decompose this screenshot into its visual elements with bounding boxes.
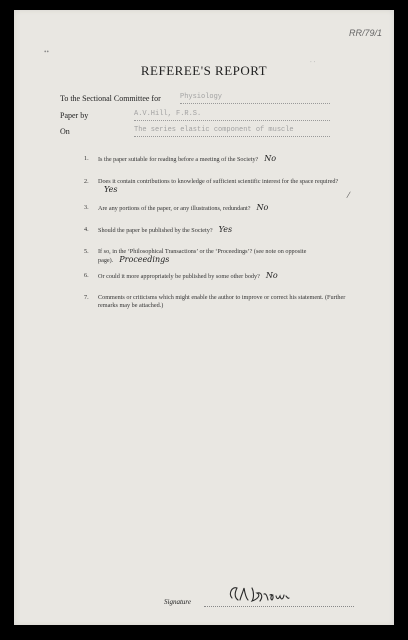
faint-mark: ∙ ∙ <box>310 58 316 66</box>
question-text: Or could it more appropriately be published by some other body? <box>98 273 260 280</box>
question-number: 2. <box>84 178 89 185</box>
answer-handwritten: No <box>256 203 269 212</box>
on-label: On <box>60 127 70 136</box>
question-7 <box>84 294 346 310</box>
question-1 <box>84 155 346 164</box>
on-value: The series elastic component of muscle <box>134 126 330 137</box>
answer-handwritten: No <box>264 154 277 163</box>
question-3 <box>84 204 346 213</box>
answer-handwritten: Yes <box>104 185 118 194</box>
question-text: If so, in the ‘Philosophical Transactions’ or the ‘Proceedings’? (see note on opposite page). <box>98 248 307 264</box>
signature-line <box>204 606 354 607</box>
answer-handwritten: Proceedings <box>119 255 170 264</box>
signature-label: Signature <box>164 598 191 606</box>
question-6 <box>84 272 346 281</box>
question-text: Are any portions of the paper, or any illustrations, redundant? <box>98 205 251 212</box>
question-text: Does it contain contributions to knowledge of sufficient scientific interest for the space required? <box>98 178 339 185</box>
question-4 <box>84 226 346 235</box>
question-number: 5. <box>84 248 89 255</box>
question-number: 1. <box>84 155 89 162</box>
question-5 <box>84 248 346 265</box>
report-sheet <box>14 10 394 625</box>
paper-by-label: Paper by <box>60 111 89 120</box>
question-number: 3. <box>84 204 89 211</box>
handwritten-signature <box>226 582 290 606</box>
page-title: REFEREE'S REPORT <box>140 63 268 78</box>
paper-by-value: A.V.Hill, F.R.S. <box>134 110 330 121</box>
question-number: 7. <box>84 294 89 301</box>
question-number: 6. <box>84 272 89 279</box>
tick-mark: / <box>345 189 351 202</box>
question-2 <box>84 178 346 195</box>
committee-value: Physiology <box>180 93 330 104</box>
question-number: 4. <box>84 226 89 233</box>
question-text: Comments or criticisms which might enable the author to improve or correct his statement. (Further remarks may be attached.) <box>98 294 346 309</box>
corner-mark: •• <box>44 48 49 56</box>
answer-handwritten: Yes <box>218 225 233 234</box>
committee-label: To the Sectional Committee for <box>60 94 161 103</box>
question-text: Should the paper be published by the Society? <box>98 227 213 234</box>
question-text: Is the paper suitable for reading before a meeting of the Society? <box>98 156 259 163</box>
answer-handwritten: No <box>265 271 278 280</box>
reference-number: RR/79/1 <box>348 28 382 38</box>
